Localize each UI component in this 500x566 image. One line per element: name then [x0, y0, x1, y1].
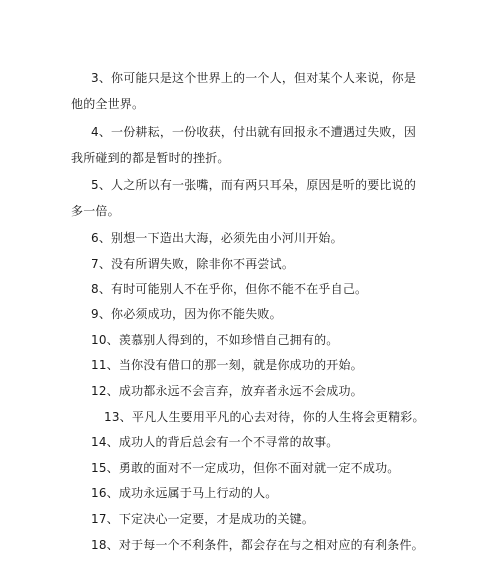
text-line: 12、成功都永远不会言弃，放弃者永远不会成功。 — [91, 384, 363, 398]
text-line: 15、勇敢的面对不一定成功，但你不面对就一定不成功。 — [91, 461, 400, 475]
text-line: 14、成功人的背后总会有一个不寻常的故事。 — [91, 435, 339, 449]
text-line: 4、一份耕耘，一份收获，付出就有回报永不遭遇过失败，因 — [91, 125, 417, 139]
text-line: 6、别想一下造出大海，必须先由小河川开始。 — [91, 231, 343, 245]
text-line: 13、平凡人生要用平凡的心去对待，你的人生将会更精彩。 — [104, 410, 425, 424]
text-line: 16、成功永远属于马上行动的人。 — [91, 486, 278, 500]
text-line: 7、没有所谓失败，除非你不再尝试。 — [91, 257, 295, 271]
text-line: 3、你可能只是这个世界上的一个人，但对某个人来说，你是 — [91, 71, 417, 85]
text-line: 11、当你没有借口的那一刻，就是你成功的开始。 — [91, 358, 363, 372]
text-line: 8、有时可能别人不在乎你，但你不能不在乎自己。 — [91, 282, 368, 296]
text-line: 18、对于每一个不利条件，都会存在与之相对应的有利条件。 — [91, 538, 424, 552]
text-line: 17、下定决心一定要，才是成功的关键。 — [91, 512, 315, 526]
text-line: 5、人之所以有一张嘴，而有两只耳朵，原因是听的要比说的 — [91, 178, 417, 192]
text-line: 我所碰到的都是暂时的挫折。 — [71, 151, 230, 165]
text-line: 9、你必须成功，因为你不能失败。 — [91, 307, 282, 321]
text-line: 10、羡慕别人得到的，不如珍惜自己拥有的。 — [91, 333, 339, 347]
text-line: 多一倍。 — [71, 204, 120, 218]
text-line: 他的全世界。 — [71, 97, 145, 111]
